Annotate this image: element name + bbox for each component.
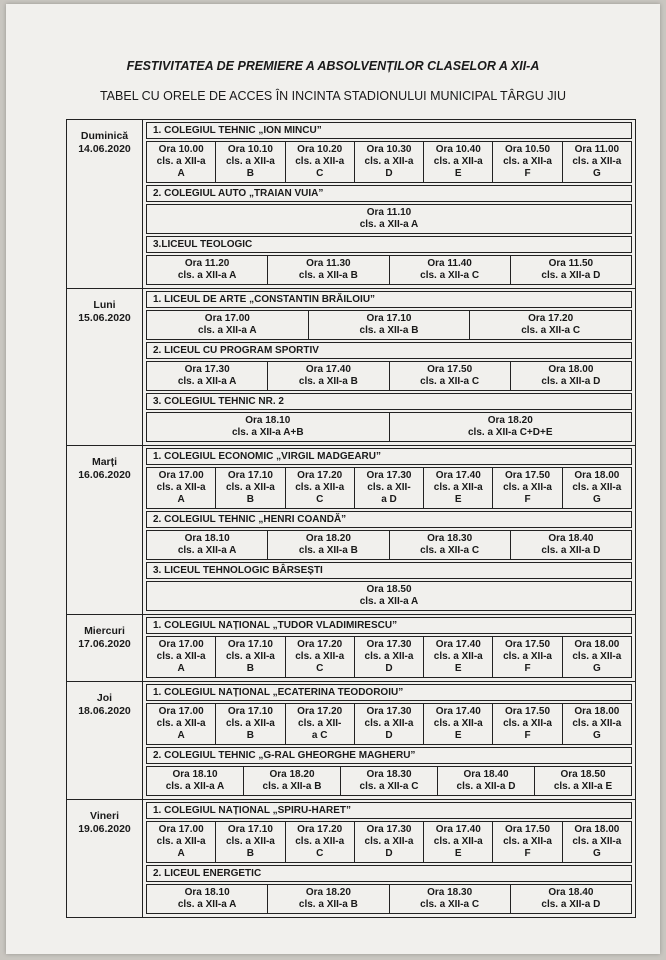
- slot-cls: cls. a XII-a A: [177, 376, 237, 387]
- slot-cls: cls. a XII-a: [225, 718, 275, 729]
- slot-letter: G: [592, 663, 601, 674]
- slot-time: Ora 18.30: [366, 769, 412, 780]
- slot-letter: F: [524, 848, 531, 859]
- slot-letter: G: [592, 848, 601, 859]
- slot-time: Ora 17.40: [305, 364, 351, 375]
- time-slots: [146, 766, 632, 796]
- slot-time: Ora 18.50: [560, 769, 606, 780]
- slot-time: Ora 10.00: [158, 144, 204, 155]
- time-slot: [493, 468, 562, 509]
- time-slot: [147, 582, 632, 611]
- time-slot: [438, 767, 535, 796]
- slot-time: Ora 17.10: [227, 706, 273, 717]
- slot-cls: cls. a XII-a: [156, 718, 206, 729]
- time-slot: [424, 704, 493, 745]
- time-slots: [146, 467, 632, 509]
- time-slot: [216, 822, 285, 863]
- time-slot: [147, 142, 216, 183]
- slot-time: Ora 17.40: [435, 706, 481, 717]
- time-slot: [535, 767, 632, 796]
- time-slots: [146, 581, 632, 611]
- slot-cls: cls. a XII-a D: [541, 899, 601, 910]
- slot-cls: cls. a XII-a B: [298, 545, 358, 556]
- slot-cls: cls. a XII-a C: [420, 376, 480, 387]
- time-slot: [470, 311, 632, 340]
- slot-cls: cls. a XII-a D: [541, 545, 601, 556]
- day-schedule: [143, 120, 636, 289]
- slot-cls: cls. a XII-a: [433, 836, 483, 847]
- slot-letter: F: [524, 730, 531, 741]
- time-slot: [354, 142, 423, 183]
- time-slot: [389, 413, 632, 442]
- time-slot: [562, 637, 631, 678]
- day-name: Vineri: [90, 810, 119, 822]
- slot-time: Ora 17.50: [427, 364, 473, 375]
- time-slot: [285, 468, 354, 509]
- slot-letter: G: [592, 730, 601, 741]
- slot-letter: F: [524, 494, 531, 505]
- slot-time: Ora 18.00: [574, 824, 620, 835]
- time-slots: [146, 821, 632, 863]
- time-slot: [562, 704, 631, 745]
- slot-cls: cls. a XII-a E: [553, 781, 613, 792]
- slot-letter: D: [385, 848, 393, 859]
- slot-time: Ora 18.50: [366, 584, 412, 595]
- slot-cls: cls. a XII-a B: [298, 376, 358, 387]
- slot-letter: D: [385, 730, 393, 741]
- slot-time: Ora 18.20: [487, 415, 533, 426]
- day-cell: [67, 446, 143, 615]
- slot-cls: cls. a XII-a C: [420, 545, 480, 556]
- slot-cls: cls. a XII-a: [156, 651, 206, 662]
- slot-cls: cls. a XII-a: [433, 651, 483, 662]
- slot-cls: cls. a XII-a A: [177, 545, 237, 556]
- school-name: 1. COLEGIUL ECONOMIC „VIRGIL MADGEARU”: [146, 448, 632, 465]
- slot-time: Ora 17.30: [366, 639, 412, 650]
- slot-letter: B: [246, 494, 255, 505]
- time-slot: [147, 205, 632, 234]
- time-slot: [354, 822, 423, 863]
- day-date: 15.06.2020: [78, 312, 131, 324]
- slot-cls: cls. a XII-a: [364, 836, 414, 847]
- slot-time: Ora 17.40: [435, 639, 481, 650]
- slot-cls: cls. a XII-a B: [298, 270, 358, 281]
- time-slot: [244, 767, 341, 796]
- slot-letter: A: [177, 730, 185, 741]
- slot-letter: a C: [311, 730, 328, 741]
- day-cell: [67, 289, 143, 446]
- document-subtitle: TABEL CU ORELE DE ACCES ÎN INCINTA STADIONULUI MUNICIPAL TÂRGU JIU: [99, 89, 567, 103]
- time-slot: [147, 362, 268, 391]
- time-slot: [389, 362, 510, 391]
- slot-cls: cls. a XII-a: [572, 156, 622, 167]
- school-name: 1. COLEGIUL TEHNIC „ION MINCU”: [146, 122, 632, 139]
- time-slots: [146, 361, 632, 391]
- slot-cls: cls. a XII-a: [295, 836, 345, 847]
- slot-letter: C: [316, 663, 324, 674]
- time-slot: [147, 413, 390, 442]
- slot-letter: E: [454, 730, 462, 741]
- slot-time: Ora 17.40: [435, 824, 481, 835]
- day-cell: [67, 682, 143, 800]
- slot-time: Ora 17.30: [366, 706, 412, 717]
- slot-time: Ora 17.50: [505, 824, 551, 835]
- time-slots: [146, 530, 632, 560]
- slot-cls: cls. a XII-a: [433, 718, 483, 729]
- slot-time: Ora 18.10: [172, 769, 218, 780]
- slot-letter: A: [177, 494, 185, 505]
- slot-time: Ora 17.10: [227, 470, 273, 481]
- slot-cls: cls. a XII-a C: [359, 781, 419, 792]
- schedule-table: [66, 119, 636, 918]
- slot-time: Ora 17.00: [158, 824, 204, 835]
- school-name: 1. LICEUL DE ARTE „CONSTANTIN BRĂILOIU”: [146, 291, 632, 308]
- slot-cls: cls. a XII-a: [225, 482, 275, 493]
- slot-cls: cls. a XII-a: [572, 482, 622, 493]
- time-slot: [354, 468, 423, 509]
- slot-letter: a D: [381, 494, 397, 505]
- slot-cls: cls. a XII-a: [503, 836, 552, 847]
- slot-time: Ora 11.40: [427, 258, 472, 269]
- school-name: 2. LICEUL ENERGETIC: [146, 865, 632, 882]
- day-date: 16.06.2020: [78, 469, 131, 481]
- slot-cls: cls. a XII-a: [503, 156, 552, 167]
- slot-cls: cls. a XII-a: [572, 718, 622, 729]
- slot-time: Ora 11.30: [306, 258, 351, 269]
- day-date: 14.06.2020: [78, 143, 131, 155]
- time-slot: [147, 767, 244, 796]
- slot-cls: cls. a XII-a: [364, 651, 414, 662]
- slot-letter: D: [385, 663, 393, 674]
- day-row: [67, 682, 636, 800]
- slot-time: Ora 18.00: [548, 364, 594, 375]
- slot-time: Ora 17.30: [184, 364, 230, 375]
- slot-cls: cls. a XII-: [298, 718, 342, 729]
- day-cell: [67, 120, 143, 289]
- slot-letter: B: [246, 848, 255, 859]
- day-row: [67, 800, 636, 918]
- slot-cls: cls. a XII-a: [295, 156, 345, 167]
- slot-time: Ora 18.00: [574, 470, 620, 481]
- time-slots: [146, 204, 632, 234]
- slot-cls: cls. a XII-a: [156, 836, 206, 847]
- slot-letter: A: [177, 168, 185, 179]
- slot-letter: E: [454, 663, 462, 674]
- time-slot: [389, 256, 510, 285]
- document-title: FESTIVITATEA DE PREMIERE A ABSOLVENȚILOR CLASELOR A XII-A: [126, 59, 540, 73]
- slot-cls: cls. a XII-a: [364, 156, 414, 167]
- time-slots: [146, 884, 632, 914]
- time-slot: [216, 468, 285, 509]
- day-cell: [67, 800, 143, 918]
- time-slot: [510, 531, 631, 560]
- day-schedule: [143, 615, 636, 682]
- slot-cls: cls. a XII-a A: [165, 781, 225, 792]
- slot-cls: cls. a XII-a B: [298, 899, 358, 910]
- time-slot: [147, 311, 309, 340]
- slot-time: Ora 17.20: [297, 706, 343, 717]
- slot-time: Ora 17.50: [505, 639, 551, 650]
- slot-time: Ora 10.30: [366, 144, 412, 155]
- school-name: 2. COLEGIUL TEHNIC „G-RAL GHEORGHE MAGHERU”: [146, 747, 632, 764]
- time-slot: [268, 256, 389, 285]
- slot-time: Ora 18.00: [574, 706, 620, 717]
- slot-letter: B: [246, 168, 255, 179]
- slot-cls: cls. a XII-a: [572, 651, 622, 662]
- time-slot: [147, 468, 216, 509]
- slot-cls: cls. a XII-a: [295, 482, 345, 493]
- slot-cls: cls. a XII-a: [295, 651, 345, 662]
- day-schedule: [143, 289, 636, 446]
- time-slot: [424, 822, 493, 863]
- slot-cls: cls. a XII-a: [503, 718, 552, 729]
- slot-time: Ora 18.20: [305, 533, 351, 544]
- slot-time: Ora 10.50: [505, 144, 551, 155]
- day-name: Luni: [93, 299, 116, 311]
- slot-time: Ora 17.10: [366, 313, 412, 324]
- slot-letter: B: [246, 663, 255, 674]
- slot-time: Ora 18.10: [245, 415, 291, 426]
- time-slot: [268, 531, 389, 560]
- time-slot: [510, 885, 631, 914]
- slot-time: Ora 10.20: [297, 144, 343, 155]
- slot-time: Ora 18.10: [184, 887, 230, 898]
- slot-cls: cls. a XII-a A: [359, 596, 419, 607]
- slot-cls: cls. a XII-a: [225, 156, 275, 167]
- slot-time: Ora 17.20: [297, 470, 343, 481]
- slot-cls: cls. a XII-a C: [521, 325, 581, 336]
- slot-cls: cls. a XII-a: [572, 836, 622, 847]
- slot-time: Ora 17.00: [158, 639, 204, 650]
- slot-time: Ora 10.10: [227, 144, 273, 155]
- slot-cls: cls. a XII-a A: [198, 325, 257, 336]
- slot-cls: cls. a XII-a B: [262, 781, 322, 792]
- day-row: [67, 120, 636, 289]
- time-slot: [147, 637, 216, 678]
- slot-cls: cls. a XII-a: [364, 718, 414, 729]
- day-row: [67, 615, 636, 682]
- slot-time: Ora 11.50: [548, 258, 594, 269]
- slot-time: Ora 17.50: [505, 470, 551, 481]
- time-slot: [493, 822, 562, 863]
- slot-letter: B: [246, 730, 255, 741]
- time-slot: [493, 637, 562, 678]
- slot-letter: A: [177, 848, 185, 859]
- time-slot: [493, 142, 562, 183]
- slot-time: Ora 18.00: [574, 639, 620, 650]
- day-schedule: [143, 446, 636, 615]
- day-date: 17.06.2020: [78, 638, 131, 650]
- time-slot: [562, 468, 631, 509]
- day-schedule: [143, 682, 636, 800]
- slot-time: Ora 11.10: [366, 207, 412, 218]
- time-slot: [308, 311, 470, 340]
- school-name: 1. COLEGIUL NAȚIONAL „ECATERINA TEODOROIU”: [146, 684, 632, 701]
- school-name: 2. LICEUL CU PROGRAM SPORTIV: [146, 342, 632, 359]
- document-page: [6, 4, 660, 954]
- slot-time: Ora 17.00: [204, 313, 250, 324]
- slot-cls: cls. a XII-: [367, 482, 411, 493]
- time-slots: [146, 636, 632, 678]
- school-name: 1. COLEGIUL NAȚIONAL „TUDOR VLADIMIRESCU”: [146, 617, 632, 634]
- school-name: 3. LICEUL TEHNOLOGIC BÂRSEȘTI: [146, 562, 632, 579]
- slot-time: Ora 17.00: [158, 706, 204, 717]
- time-slot: [354, 637, 423, 678]
- day-name: Duminică: [80, 130, 129, 142]
- time-slot: [216, 637, 285, 678]
- slot-time: Ora 17.30: [366, 470, 412, 481]
- slot-letter: C: [316, 494, 324, 505]
- time-slot: [562, 822, 631, 863]
- slot-time: Ora 10.40: [435, 144, 481, 155]
- slot-letter: C: [316, 168, 324, 179]
- time-slot: [510, 256, 631, 285]
- slot-cls: cls. a XII-a D: [541, 270, 601, 281]
- slot-cls: cls. a XII-a: [433, 482, 483, 493]
- slot-time: Ora 18.30: [427, 533, 473, 544]
- slot-cls: cls. a XII-a D: [456, 781, 516, 792]
- time-slot: [285, 142, 354, 183]
- slot-letter: E: [454, 494, 462, 505]
- slot-cls: cls. a XII-a: [225, 651, 275, 662]
- time-slot: [285, 704, 354, 745]
- slot-letter: E: [454, 168, 462, 179]
- slot-letter: F: [524, 168, 531, 179]
- time-slot: [285, 637, 354, 678]
- slot-time: Ora 17.20: [528, 313, 574, 324]
- slot-cls: cls. a XII-a A: [359, 219, 419, 230]
- time-slot: [147, 704, 216, 745]
- slot-time: Ora 17.30: [366, 824, 412, 835]
- time-slot: [216, 142, 285, 183]
- time-slot: [424, 637, 493, 678]
- time-slot: [216, 704, 285, 745]
- slot-time: Ora 18.40: [548, 887, 594, 898]
- slot-time: Ora 17.10: [227, 824, 273, 835]
- day-name: Joi: [96, 692, 113, 704]
- slot-time: Ora 11.20: [184, 258, 230, 269]
- time-slot: [147, 885, 268, 914]
- day-schedule: [143, 800, 636, 918]
- time-slots: [146, 310, 632, 340]
- school-name: 2. COLEGIUL TEHNIC „HENRI COANDĂ”: [146, 511, 632, 528]
- slot-time: Ora 17.20: [297, 824, 343, 835]
- slot-cls: cls. a XII-a A+B: [231, 427, 304, 438]
- slot-letter: A: [177, 663, 185, 674]
- time-slot: [341, 767, 438, 796]
- day-name: Marți: [91, 456, 118, 468]
- time-slot: [493, 704, 562, 745]
- time-slots: [146, 412, 632, 442]
- time-slot: [147, 822, 216, 863]
- slot-time: Ora 11.00: [574, 144, 620, 155]
- slot-cls: cls. a XII-a A: [177, 270, 237, 281]
- time-slot: [268, 885, 389, 914]
- time-slots: [146, 703, 632, 745]
- time-slot: [562, 142, 631, 183]
- slot-time: Ora 18.30: [427, 887, 473, 898]
- time-slot: [147, 256, 268, 285]
- school-name: 2. COLEGIUL AUTO „TRAIAN VUIA”: [146, 185, 632, 202]
- time-slot: [510, 362, 631, 391]
- day-date: 19.06.2020: [78, 823, 131, 835]
- slot-time: Ora 18.40: [463, 769, 509, 780]
- slot-letter: F: [524, 663, 531, 674]
- time-slot: [285, 822, 354, 863]
- slot-cls: cls. a XII-a B: [359, 325, 419, 336]
- time-slot: [147, 531, 268, 560]
- slot-time: Ora 18.10: [184, 533, 230, 544]
- slot-letter: G: [592, 494, 601, 505]
- slot-time: Ora 18.40: [548, 533, 594, 544]
- time-slot: [389, 885, 510, 914]
- time-slots: [146, 255, 632, 285]
- slot-cls: cls. a XII-a: [156, 482, 206, 493]
- slot-cls: cls. a XII-a: [225, 836, 275, 847]
- time-slots: [146, 141, 632, 183]
- time-slot: [424, 142, 493, 183]
- time-slot: [354, 704, 423, 745]
- school-name: 3. COLEGIUL TEHNIC NR. 2: [146, 393, 632, 410]
- slot-letter: D: [385, 168, 393, 179]
- slot-cls: cls. a XII-a: [503, 482, 552, 493]
- time-slot: [268, 362, 389, 391]
- slot-time: Ora 17.20: [297, 639, 343, 650]
- slot-letter: G: [592, 168, 601, 179]
- slot-cls: cls. a XII-a: [503, 651, 552, 662]
- slot-time: Ora 17.50: [505, 706, 551, 717]
- slot-time: Ora 18.20: [305, 887, 351, 898]
- slot-time: Ora 17.10: [227, 639, 273, 650]
- slot-time: Ora 17.00: [158, 470, 204, 481]
- slot-letter: E: [454, 848, 462, 859]
- slot-letter: C: [316, 848, 324, 859]
- slot-cls: cls. a XII-a: [156, 156, 206, 167]
- slot-cls: cls. a XII-a D: [541, 376, 601, 387]
- slot-time: Ora 18.20: [269, 769, 315, 780]
- day-date: 18.06.2020: [78, 705, 131, 717]
- day-row: [67, 446, 636, 615]
- day-name: Miercuri: [84, 625, 125, 637]
- slot-cls: cls. a XII-a A: [177, 899, 237, 910]
- slot-time: Ora 17.40: [435, 470, 481, 481]
- school-name: 1. COLEGIUL NAȚIONAL „SPIRU-HARET”: [146, 802, 632, 819]
- school-name: 3.LICEUL TEOLOGIC: [146, 236, 632, 253]
- time-slot: [424, 468, 493, 509]
- slot-cls: cls. a XII-a C+D+E: [468, 427, 553, 438]
- slot-cls: cls. a XII-a C: [420, 270, 480, 281]
- slot-cls: cls. a XII-a C: [420, 899, 480, 910]
- day-row: [67, 289, 636, 446]
- time-slot: [389, 531, 510, 560]
- slot-cls: cls. a XII-a: [433, 156, 483, 167]
- day-cell: [67, 615, 143, 682]
